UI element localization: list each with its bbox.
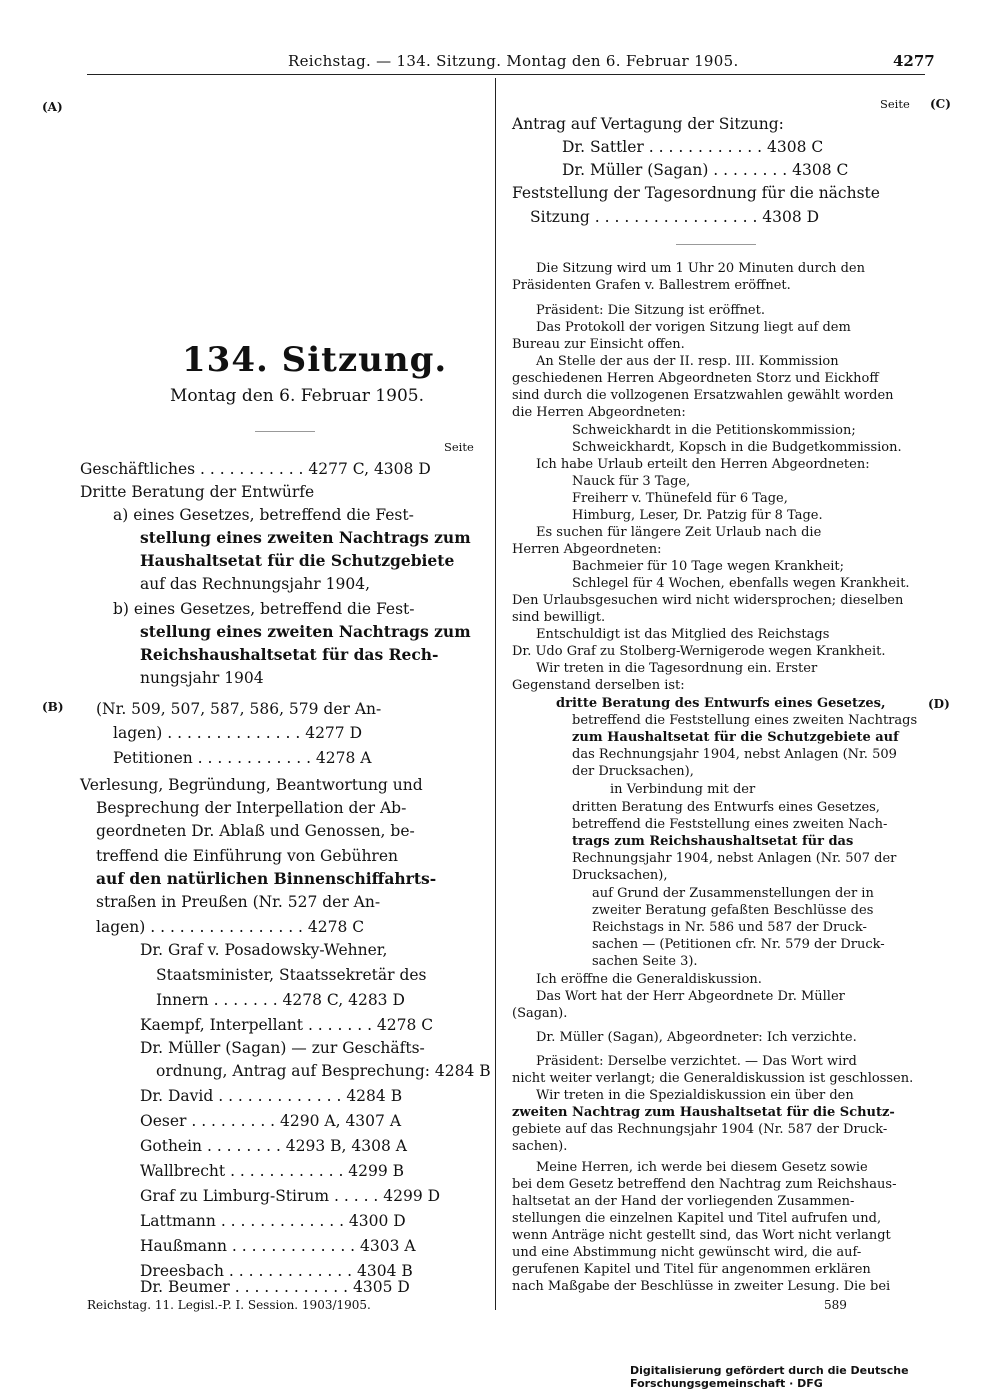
right-seite-label: Seite — [880, 97, 910, 111]
text-line: Präsident: Derselbe verzichtet. — Das Wort wird — [536, 1054, 857, 1069]
toc-line: Staatsminister, Staatssekretär des — [156, 966, 427, 984]
toc-line: Sitzung . . . . . . . . . . . . . . . . . 4308 D — [530, 208, 820, 226]
text-line: Schweickhardt in die Petitionskommission; — [572, 423, 856, 438]
page-footer: Reichstag. 11. Legisl.-P. I. Session. 1903/1905. — [87, 1298, 371, 1312]
toc-line: Antrag auf Vertagung der Sitzung: — [512, 115, 784, 133]
toc-line: Dreesbach . . . . . . . . . . . . . 4304 B — [140, 1262, 413, 1280]
toc-line: auf den natürlichen Binnenschiffahrts- — [96, 869, 437, 888]
text-line: sachen — (Petitionen cfr. Nr. 579 der Druck- — [592, 937, 885, 952]
text-line: An Stelle der aus der II. resp. III. Kommission — [536, 354, 839, 369]
toc-line: lagen) . . . . . . . . . . . . . . . . 4278 C — [96, 918, 365, 936]
toc-line: Innern . . . . . . . 4278 C, 4283 D — [156, 991, 405, 1009]
text-line: die Herren Abgeordneten: — [512, 405, 686, 420]
column-rule — [495, 78, 496, 1310]
text-line: Schlegel für 4 Wochen, ebenfalls wegen Krankheit. — [572, 576, 910, 591]
text-line: und eine Abstimmung nicht gewünscht wird, die auf- — [512, 1245, 862, 1260]
toc-line: Dr. Beumer . . . . . . . . . . . . 4305 D — [140, 1278, 410, 1296]
text-line: Rechnungsjahr 1904, nebst Anlagen (Nr. 507 der — [572, 851, 897, 866]
text-line: Das Protokoll der vorigen Sitzung liegt auf dem — [536, 320, 851, 335]
text-line: (Sagan). — [512, 1006, 568, 1021]
text-line: auf Grund der Zusammenstellungen der in — [592, 886, 874, 901]
margin-mark-b: (B) — [42, 700, 64, 714]
text-line: Ich habe Urlaub erteilt den Herren Abgeordneten: — [536, 457, 870, 472]
text-line: Meine Herren, ich werde bei diesem Gesetz sowie — [536, 1160, 868, 1175]
text-line: sind durch die vollzogenen Ersatzwahlen gewählt worden — [512, 388, 894, 403]
toc-line: Petitionen . . . . . . . . . . . . 4278 A — [113, 749, 372, 767]
text-line: dritte Beratung des Entwurfs eines Gesetzes, — [556, 696, 886, 711]
margin-mark-d: (D) — [928, 697, 950, 711]
toc-line: ordnung, Antrag auf Besprechung: 4284 B — [156, 1062, 491, 1080]
toc-line: Graf zu Limburg-Stirum . . . . . 4299 D — [140, 1187, 441, 1205]
page-number: 4277 — [893, 52, 935, 70]
text-line: bei dem Gesetz betreffend den Nachtrag zum Reichshaus- — [512, 1177, 897, 1192]
toc-line: Kaempf, Interpellant . . . . . . . 4278 C — [140, 1016, 434, 1034]
text-line: Dr. Müller (Sagan), Abgeordneter: Ich verzichte. — [536, 1030, 857, 1045]
toc-line: lagen) . . . . . . . . . . . . . . 4277 D — [113, 724, 363, 742]
toc-line: Wallbrecht . . . . . . . . . . . . 4299 B — [140, 1162, 405, 1180]
title-divider — [255, 431, 315, 432]
toc-line: stellung eines zweiten Nachtrags zum — [140, 622, 471, 641]
signature-mark: 589 — [824, 1298, 847, 1312]
text-line: Nauck für 3 Tage, — [572, 474, 691, 489]
toc-line: Geschäftliches . . . . . . . . . . . 4277 C, 4308 D — [80, 460, 431, 478]
text-line: Das Wort hat der Herr Abgeordnete Dr. Müller — [536, 989, 845, 1004]
text-line: das Rechnungsjahr 1904, nebst Anlagen (Nr. 509 — [572, 747, 897, 762]
toc-line: geordneten Dr. Ablaß und Genossen, be- — [96, 822, 415, 840]
toc-line: auf das Rechnungsjahr 1904, — [140, 575, 371, 593]
running-header: Reichstag. — 134. Sitzung. Montag den 6. Februar 1905. — [288, 52, 739, 70]
text-line: Die Sitzung wird um 1 Uhr 20 Minuten durch den — [536, 261, 865, 276]
header-rule — [87, 74, 925, 75]
text-line: geschiedenen Herren Abgeordneten Storz und Eickhoff — [512, 371, 879, 386]
text-line: dritten Beratung des Entwurfs eines Gesetzes, — [572, 800, 880, 815]
toc-line: Gothein . . . . . . . . 4293 B, 4308 A — [140, 1137, 407, 1155]
text-line: Wir treten in die Tagesordnung ein. Erster — [536, 661, 818, 676]
text-line: Bachmeier für 10 Tage wegen Krankheit; — [572, 559, 845, 574]
toc-line: Dritte Beratung der Entwürfe — [80, 483, 315, 501]
toc-line: Dr. David . . . . . . . . . . . . . 4284 B — [140, 1087, 403, 1105]
text-line: in Verbindung mit der — [610, 782, 756, 797]
toc-line: Dr. Graf v. Posadowsky-Wehner, — [140, 941, 388, 959]
text-line: Wir treten in die Spezialdiskussion ein über den — [536, 1088, 854, 1103]
toc-line: Feststellung der Tagesordnung für die nächste — [512, 184, 880, 202]
toc-line: stellung eines zweiten Nachtrags zum — [140, 528, 471, 547]
text-line: zweiten Nachtrag zum Haushaltsetat für die Schutz- — [512, 1105, 895, 1120]
toc-line: Oeser . . . . . . . . . 4290 A, 4307 A — [140, 1112, 402, 1130]
text-line: Es suchen für längere Zeit Urlaub nach die — [536, 525, 822, 540]
text-line: gebiete auf das Rechnungsjahr 1904 (Nr. 587 der Druck- — [512, 1122, 888, 1137]
text-line: Drucksachen), — [572, 868, 668, 883]
text-line: stellungen die einzelnen Kapitel und Titel aufrufen und, — [512, 1211, 882, 1226]
margin-mark-a: (A) — [42, 100, 63, 114]
text-line: Herren Abgeordneten: — [512, 542, 662, 557]
text-line: Gegenstand derselben ist: — [512, 678, 685, 693]
text-line: Schweickhardt, Kopsch in die Budgetkommission. — [572, 440, 902, 455]
toc-line: nungsjahr 1904 — [140, 669, 264, 687]
text-line: Reichstags in Nr. 586 und 587 der Druck- — [592, 920, 867, 935]
toc-line: Dr. Müller (Sagan) — zur Geschäfts- — [140, 1039, 425, 1057]
margin-mark-c: (C) — [930, 97, 951, 111]
text-line: zum Haushaltsetat für die Schutzgebiete auf — [572, 730, 899, 745]
text-line: Bureau zur Einsicht offen. — [512, 337, 685, 352]
text-line: nach Maßgabe der Beschlüsse in zweiter Lesung. Die bei — [512, 1279, 891, 1294]
toc-line: b) eines Gesetzes, betreffend die Fest- — [113, 600, 415, 618]
toc-line: Reichshaushaltsetat für das Rech- — [140, 645, 439, 664]
text-line: Präsident: Die Sitzung ist eröffnet. — [536, 303, 765, 318]
toc-line: Verlesung, Begründung, Beantwortung und — [80, 776, 423, 794]
toc-line: Haußmann . . . . . . . . . . . . . 4303 A — [140, 1237, 416, 1255]
text-line: nicht weiter verlangt; die Generaldiskussion ist geschlossen. — [512, 1071, 914, 1086]
session-date: Montag den 6. Februar 1905. — [170, 386, 424, 406]
text-line: Himburg, Leser, Dr. Patzig für 8 Tage. — [572, 508, 823, 523]
text-line: Den Urlaubsgesuchen wird nicht widersprochen; dieselben — [512, 593, 904, 608]
session-title: 134. Sitzung. — [182, 340, 448, 380]
toc-line: (Nr. 509, 507, 587, 586, 579 der An- — [96, 700, 382, 718]
toc-line: Dr. Sattler . . . . . . . . . . . . 4308 C — [562, 138, 824, 156]
text-line: betreffend die Feststellung eines zweiten Nach- — [572, 817, 888, 832]
text-line: Ich eröffne die Generaldiskussion. — [536, 972, 762, 987]
text-line: gerufenen Kapitel und Titel für angenommen erklären — [512, 1262, 871, 1277]
section-divider — [676, 244, 756, 245]
text-line: der Drucksachen), — [572, 764, 694, 779]
text-line: Freiherr v. Thünefeld für 6 Tage, — [572, 491, 788, 506]
toc-line: Haushaltsetat für die Schutzgebiete — [140, 551, 455, 570]
left-seite-label: Seite — [444, 440, 474, 454]
toc-line: straßen in Preußen (Nr. 527 der An- — [96, 893, 381, 911]
dfg-credit: Digitalisierung gefördert durch die Deutsche Forschungsgemeinschaft · DFG — [630, 1364, 909, 1390]
toc-line: Dr. Müller (Sagan) . . . . . . . . 4308 C — [562, 161, 849, 179]
text-line: wenn Anträge nicht gestellt sind, das Wort nicht verlangt — [512, 1228, 891, 1243]
text-line: betreffend die Feststellung eines zweiten Nachtrags — [572, 713, 918, 728]
text-line: Entschuldigt ist das Mitglied des Reichstags — [536, 627, 830, 642]
text-line: haltsetat an der Hand der vorliegenden Zusammen- — [512, 1194, 855, 1209]
text-line: Präsidenten Grafen v. Ballestrem eröffnet. — [512, 278, 791, 293]
text-line: zweiter Beratung gefaßten Beschlüsse des — [592, 903, 874, 918]
toc-line: a) eines Gesetzes, betreffend die Fest- — [113, 506, 414, 524]
text-line: trags zum Reichshaushaltsetat für das — [572, 834, 854, 849]
text-line: sachen). — [512, 1139, 568, 1154]
text-line: sachen Seite 3). — [592, 954, 698, 969]
text-line: sind bewilligt. — [512, 610, 606, 625]
toc-line: Lattmann . . . . . . . . . . . . . 4300 D — [140, 1212, 406, 1230]
text-line: Dr. Udo Graf zu Stolberg-Wernigerode wegen Krankheit. — [512, 644, 886, 659]
toc-line: Besprechung der Interpellation der Ab- — [96, 799, 407, 817]
toc-line: treffend die Einführung von Gebühren — [96, 847, 398, 865]
